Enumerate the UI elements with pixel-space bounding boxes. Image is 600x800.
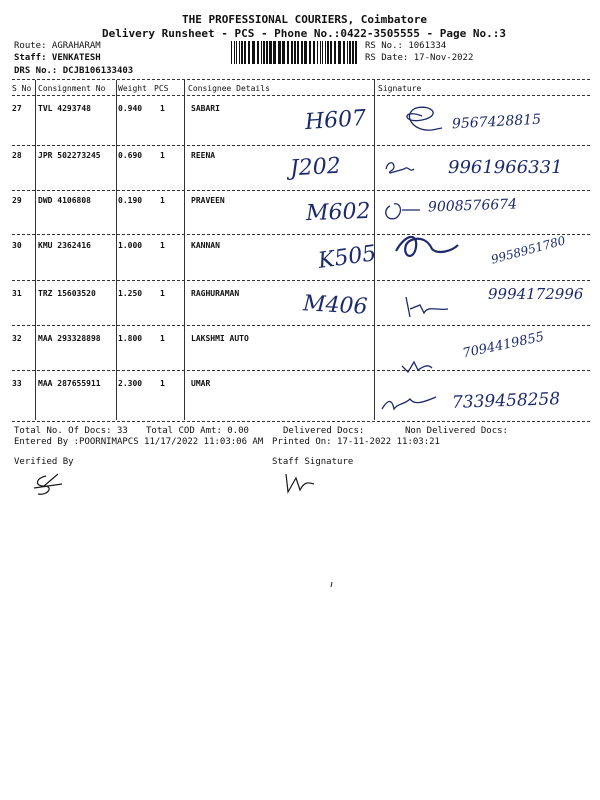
staff-label: Staff: VENKATESH: [14, 53, 101, 63]
staff-signature-scribble: [282, 468, 332, 498]
row-weight: 1.000: [118, 241, 143, 250]
row-consignment: TVL 4293748: [38, 104, 91, 113]
row-pcs: 1: [160, 334, 165, 343]
route-label: Route: AGRAHARAM: [14, 41, 101, 51]
verified-by-label: Verified By: [14, 457, 74, 467]
handwritten-flat-number: M406: [302, 291, 369, 320]
row-divider: [12, 370, 590, 371]
row-consignee: SABARI: [191, 104, 220, 113]
handwritten-phone: 9961966331: [448, 157, 563, 178]
row-consignee: RAGHURAMAN: [191, 289, 240, 298]
row-divider: [12, 190, 590, 191]
signature-scribble: [398, 346, 468, 386]
total-cod: Total COD Amt: 0.00: [146, 426, 249, 436]
row-divider: [12, 280, 590, 281]
row-consignee: PRAVEEN: [191, 196, 225, 205]
col-header-sno: S No: [12, 84, 32, 93]
rs-number: RS No.: 1061334: [365, 41, 447, 51]
col-header-consignment: Consignment No: [38, 84, 106, 93]
staff-signature-label: Staff Signature: [272, 457, 354, 467]
col-header-pcs: PCS: [154, 84, 169, 93]
signature-scribble: [378, 383, 448, 423]
row-divider: [12, 145, 590, 146]
row-sno: 31: [12, 289, 22, 298]
delivered-docs: Delivered Docs:: [283, 426, 365, 436]
non-delivered-docs: Non Delivered Docs:: [405, 426, 508, 436]
stray-mark: [328, 580, 338, 590]
row-sno: 32: [12, 334, 22, 343]
col-divider: [35, 80, 36, 420]
handwritten-phone: 7094419855: [461, 329, 546, 362]
drs-number: DRS No.: DCJB106133403: [14, 66, 134, 76]
rs-date: RS Date: 17-Nov-2022: [365, 53, 474, 63]
handwritten-flat-number: K505: [316, 241, 378, 274]
runsheet-subtitle: Delivery Runsheet - PCS - Phone No.:0422-3505555 - Page No.:3: [102, 27, 506, 40]
row-sno: 29: [12, 196, 22, 205]
col-header-consignee: Consignee Details: [188, 84, 270, 93]
row-weight: 0.940: [118, 104, 143, 113]
table-bottom-rule: [12, 421, 590, 422]
row-weight: 1.800: [118, 334, 143, 343]
row-pcs: 1: [160, 196, 165, 205]
row-pcs: 1: [160, 151, 165, 160]
row-pcs: 1: [160, 289, 165, 298]
col-header-weight: Weight: [118, 84, 147, 93]
col-header-signature: Signature: [378, 84, 422, 93]
printed-on: Printed On: 17-11-2022 11:03:21: [272, 437, 440, 447]
signature-scribble: [380, 196, 450, 236]
handwritten-phone: 9567428815: [451, 111, 542, 133]
row-weight: 2.300: [118, 379, 143, 388]
row-divider: [12, 325, 590, 326]
signature-scribble: [392, 102, 462, 142]
handwritten-phone: 9008576674: [427, 196, 518, 216]
col-divider: [184, 80, 185, 420]
handwritten-phone: 7339458258: [451, 389, 561, 413]
signature-scribble: [392, 231, 462, 271]
row-consignment: JPR 502273245: [38, 151, 101, 160]
verifier-signature: [28, 472, 88, 502]
row-pcs: 1: [160, 104, 165, 113]
row-consignment: MAA 287655911: [38, 379, 101, 388]
row-consignment: MAA 293328898: [38, 334, 101, 343]
row-consignee: LAKSHMI AUTO: [191, 334, 249, 343]
row-pcs: 1: [160, 241, 165, 250]
handwritten-flat-number: H607: [304, 105, 367, 136]
handwritten-phone: 9994172996: [488, 285, 584, 303]
row-pcs: 1: [160, 379, 165, 388]
barcode-image: [231, 41, 357, 64]
row-consignee: REENA: [191, 151, 216, 160]
table-header-rule: [12, 95, 590, 96]
row-sno: 33: [12, 379, 22, 388]
company-title: THE PROFESSIONAL COURIERS, Coimbatore: [182, 13, 428, 26]
total-docs: Total No. Of Docs: 33: [14, 426, 128, 436]
row-sno: 27: [12, 104, 22, 113]
row-weight: 0.190: [118, 196, 143, 205]
row-divider: [12, 234, 590, 235]
handwritten-flat-number: J202: [289, 153, 342, 182]
row-consignee: KANNAN: [191, 241, 220, 250]
row-consignment: DWD 4106808: [38, 196, 91, 205]
signature-scribble: [380, 155, 450, 195]
handwritten-phone: 9958951780: [489, 233, 567, 267]
row-weight: 1.250: [118, 289, 143, 298]
row-sno: 28: [12, 151, 22, 160]
handwritten-flat-number: M602: [305, 198, 371, 227]
entered-by: Entered By :POORNIMAPCS 11/17/2022 11:03:06 AM: [14, 437, 264, 447]
row-weight: 0.690: [118, 151, 143, 160]
table-top-rule: [12, 79, 590, 80]
row-consignment: TRZ 15603520: [38, 289, 96, 298]
row-consignment: KMU 2362416: [38, 241, 91, 250]
row-consignee: UMAR: [191, 379, 211, 388]
row-sno: 30: [12, 241, 22, 250]
col-divider: [116, 80, 117, 420]
